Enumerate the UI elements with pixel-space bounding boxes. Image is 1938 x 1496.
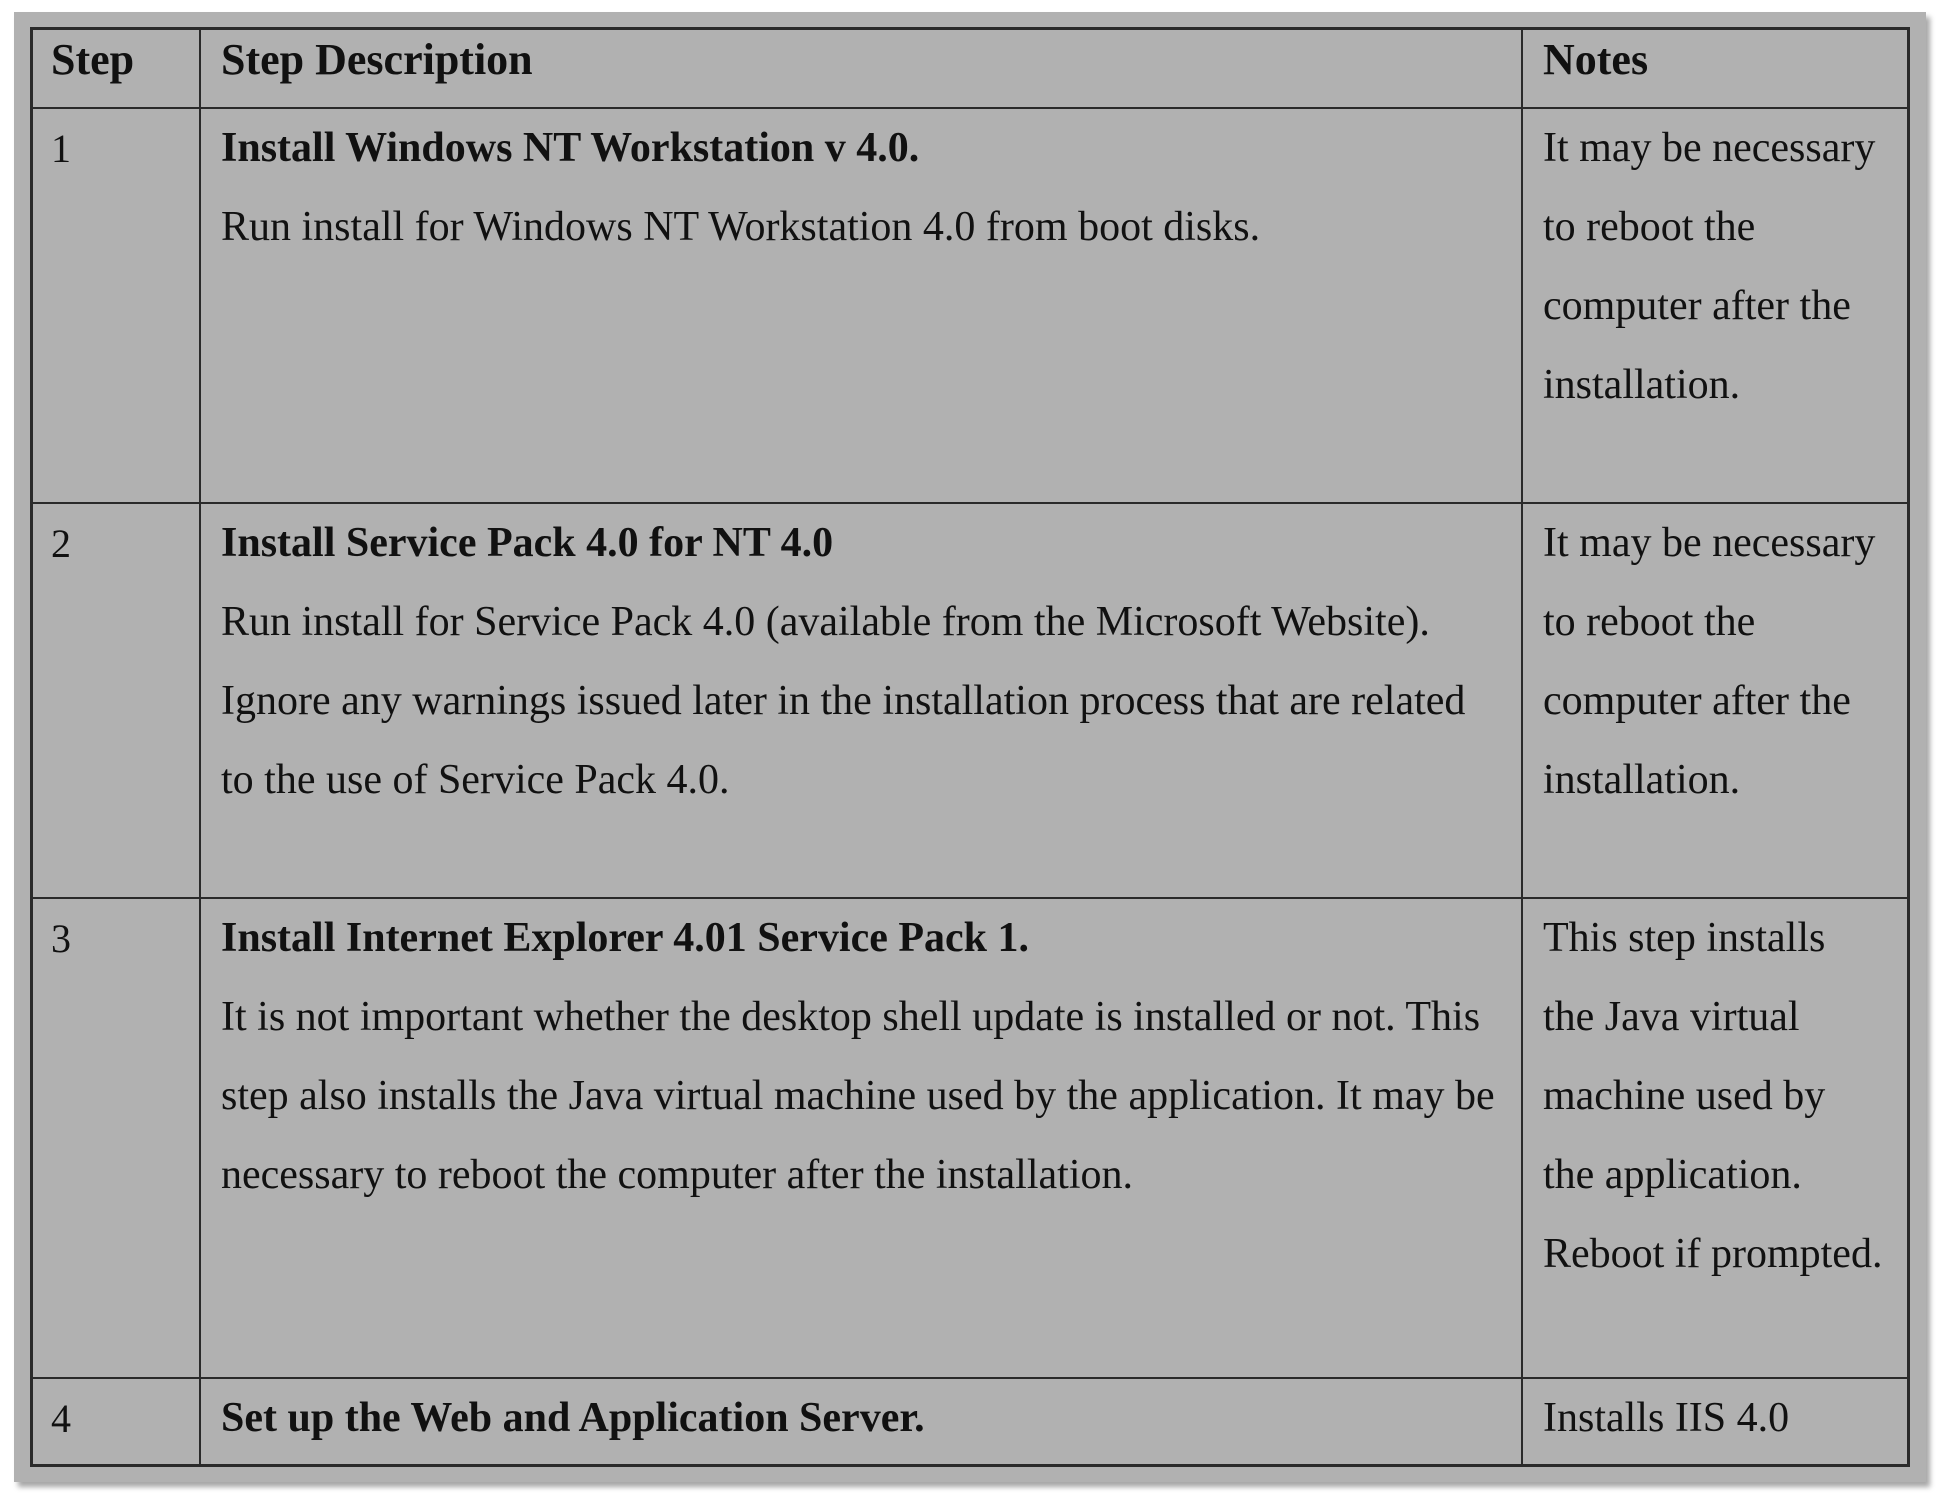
step-description-cell <box>200 108 1522 503</box>
header-notes: Notes <box>1522 30 1907 108</box>
step-title: Install Windows NT Workstation v 4.0. <box>221 125 920 171</box>
step-number: 4 <box>33 1378 200 1464</box>
installation-steps-table <box>33 30 1907 1464</box>
step-description-text: Run install for Windows NT Workstation 4.0 from boot disks. <box>221 204 1261 250</box>
step-number: 3 <box>33 898 200 1378</box>
step-number: 1 <box>33 108 200 503</box>
step-description-cell <box>200 898 1522 1378</box>
step-notes: It may be necessary to reboot the computer after the installation. <box>1522 503 1907 898</box>
step-notes: Installs IIS 4.0 <box>1522 1378 1907 1464</box>
table-row <box>33 898 1907 1378</box>
table-header-row <box>33 30 1907 108</box>
table-row <box>33 1378 1907 1464</box>
step-description-text: Run install for Service Pack 4.0 (available from the Microsoft Website). Ignore any warnings issued later in the installation process that are related to the use of Service Pack 4.0. <box>221 599 1466 803</box>
table-row <box>33 108 1907 503</box>
document-page <box>14 12 1926 1482</box>
installation-steps-table-frame <box>30 27 1910 1467</box>
step-description-text: It is not important whether the desktop shell update is installed or not. This step also installs the Java virtual machine used by the application. It may be necessary to reboot the computer after the installation. <box>221 994 1495 1198</box>
step-title: Set up the Web and Application Server. <box>221 1395 925 1441</box>
header-step: Step <box>33 30 200 108</box>
step-notes: This step installs the Java virtual machine used by the application. Reboot if prompted. <box>1522 898 1907 1378</box>
step-number: 2 <box>33 503 200 898</box>
step-description-cell <box>200 503 1522 898</box>
step-title: Install Internet Explorer 4.01 Service Pack 1. <box>221 915 1030 961</box>
step-notes: It may be necessary to reboot the computer after the installation. <box>1522 108 1907 503</box>
step-description-cell <box>200 1378 1522 1464</box>
table-row <box>33 503 1907 898</box>
step-title: Install Service Pack 4.0 for NT 4.0 <box>221 520 834 566</box>
header-step-description: Step Description <box>200 30 1522 108</box>
